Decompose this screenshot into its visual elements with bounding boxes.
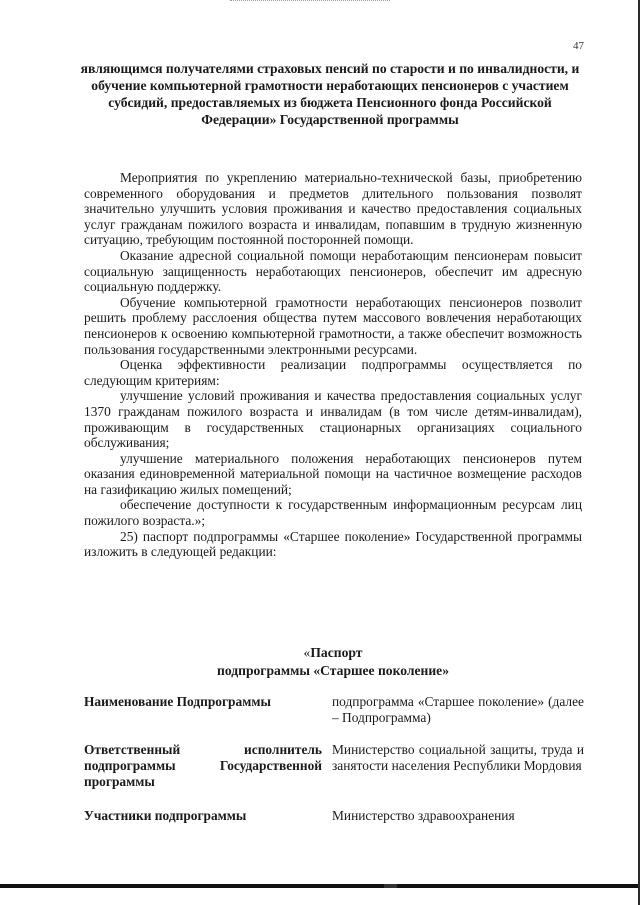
paragraph: улучшение условий проживания и качества предоставления социальных услуг 1370 гражданам пожилого возраста и инвалидам (в том числе детям-инвалидам), проживающим в государственных стационарных организациях социального обслуживания; <box>84 388 582 451</box>
paragraph: Обучение компьютерной грамотности неработающих пенсионеров позволит решить проблему расслоения общества путем массового вовлечения неработающих пенсионеров к освоению компьютерной грамотности, а также обеспечит возможность пользования государственными электронными ресурсами. <box>84 294 582 357</box>
scan-edge-bottom <box>0 884 640 888</box>
passport-row-label: Ответственный исполнитель подпрограммы Государственной программы <box>84 742 322 789</box>
passport-title-word: Паспорт <box>310 645 363 660</box>
paragraph: Мероприятия по укреплению материально-технической базы, приобретению современного оборудования и предметов длительного пользования позволят значительно улучшить условия проживания и качество предоставления социальных услуг гражданам пожилого возраста и инвалидам, попавшим в трудную жизненную ситуацию, требующим постоянной посторонней помощи. <box>84 170 582 248</box>
open-quote: « <box>303 645 311 660</box>
passport-row-label: Участники подпрограммы <box>84 808 247 823</box>
passport-row-label: Наименование Подпрограммы <box>84 694 271 709</box>
paragraph: улучшение материального положения неработающих пенсионеров путем оказания единовременной материальной помощи на частичное возмещение расходов на газификацию жилых помещений; <box>84 450 582 497</box>
paragraph: 25) паспорт подпрограммы «Старшее поколение» Государственной программы изложить в следующей редакции: <box>84 528 582 560</box>
section-heading: являющимся получателями страховых пенсий по старости и по инвалидности, и обучение компьютерной грамотности неработающих пенсионеров с участием субсидий, предоставляемых из бюджета Пенсионного фонда Российской Федерации» Государственной программы <box>80 61 580 127</box>
passport-row-value: Министерство здравоохранения <box>332 808 515 823</box>
body-text <box>84 170 582 560</box>
paragraph: Оказание адресной социальной помощи неработающим пенсионерам повысит социальную защищенность неработающих пенсионеров, обеспечит им адресную социальную поддержку. <box>84 247 582 295</box>
paragraph: Оценка эффективности реализации подпрограммы осуществляется по следующим критериям: <box>84 357 582 388</box>
scan-artifact <box>230 0 390 7</box>
passport-subtitle: подпрограммы «Старшее поколение» <box>217 663 449 678</box>
passport-row-value: подпрограмма «Старшее поколение» (далее – Подпрограмма) <box>332 694 584 725</box>
page-number: 47 <box>573 40 584 52</box>
passport-title <box>84 644 582 680</box>
passport-row-value: Министерство социальной защиты, труда и занятости населения Республики Мордовия <box>332 742 584 773</box>
paragraph: обеспечение доступности к государственным информационным ресурсам лиц пожилого возраста.»; <box>84 497 582 529</box>
